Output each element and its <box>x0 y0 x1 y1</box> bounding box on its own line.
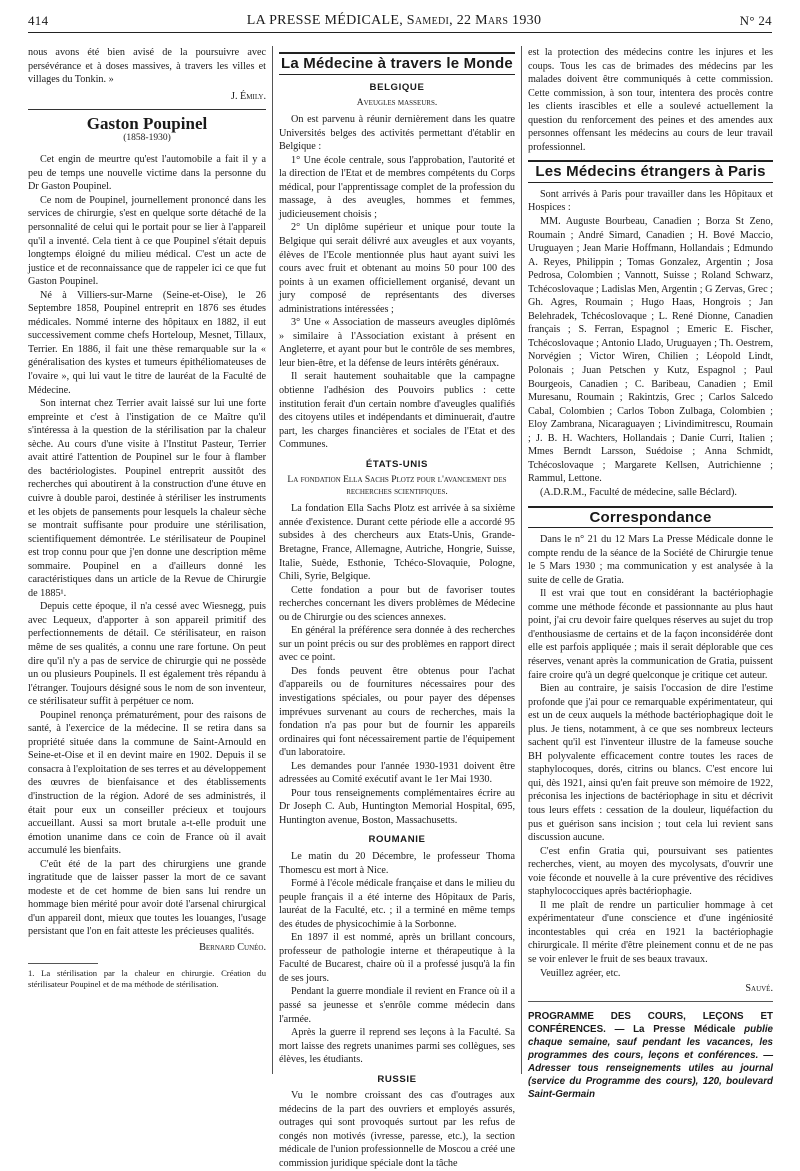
paragraph: Cet engin de meurtre qu'est l'automobile a fait il y a peu de temps une nouvelle victime dans la personne du Dr Gaston Poupinel. <box>28 154 266 193</box>
article-dates: (1858-1930) <box>123 132 171 143</box>
paragraph: 2° Un diplôme supérieur et unique pour toute la Belgique qui serait délivré aux aveugles et aux voyants, élèves de l'Ecole mentionnée plus haut ayant suivi les cours avec fruit et obtenant au moins 50 pour 100 des points à un examen officiellement organisé, devant un jury composé de représentants des diverses administrations intéressées ; <box>279 222 515 315</box>
programme-body: publie chaque semaine, sauf pendant les vacances, les programmes des cours, leçons et conférences. — Adresser tous renseignements utiles au journal (service du Programme des cours), 120, boulevard Saint-Germain <box>528 1023 774 1100</box>
divider <box>528 1001 773 1002</box>
subheading: La fondation Ella Sachs Plotz pour l'avancement des recherches scientifiques. <box>287 475 507 498</box>
divider <box>28 109 266 110</box>
section-title: Correspondance <box>528 506 773 529</box>
article-signature: Bernard Cunéo. <box>199 942 266 953</box>
section-title: La Médecine à travers le Monde <box>279 52 515 75</box>
issue-number: N° 24 <box>739 13 772 28</box>
programme-publication: — La Presse Médicale <box>614 1023 736 1035</box>
paragraph: Bien au contraire, je saisis l'occasion de dire l'estime profonde que j'ai pour ce remarquable expérimentateur, qui est un de ceux auquels la méthode bactériophagique doit le plus. Je tiens, notamment, à ce que ses nombreux lecteurs sachent qu'il est l'inventeur illustre de la fameuse souche BH polyvalente efficacement contre toutes les races de staphylocoques, dorés, citrins ou blancs. C'est encore lui qui, dès 1921, ainsi qu'en fait preuve son mémoire de 1922, préconisa les injections de bactériophage in situ et décrivit tous leurs effets : cessation de la douleur, liquéfaction du pus et guérison sans incision ; tout cela lui revient sans discussion aucune. <box>528 683 773 844</box>
footnote: 1. La stérilisation par la chaleur en chirurgie. Création du stérilisateur Poupinel et de ma méthode de stérilisation. <box>28 967 266 989</box>
paragraph: Ce nom de Poupinel, journellement prononcé dans les services de chirurgie, s'est en quelque sorte détaché de la personnalité de celui qui le portait pour se lier à l'appareil qu'il a inventé. Cela tient à ce que Poupinel s'était depuis longtemps éloigné du milieu médical. C'est un acte de justice et de reconnaissance que de rappeler ici ce que fut Gaston Poupinel. <box>28 194 266 288</box>
country-heading: ÉTATS-UNIS <box>365 458 429 470</box>
paragraph: Son internat chez Terrier avait laissé sur lui une forte empreinte et c'est à l'instigation de ce Maître qu'il s'intéressa à la question de la stérilisation par la chaleur sèche. Au cours d'une visite à l'Institut Pasteur, Terrier avait attiré l'attention de Poupinel sur le four à flamber des bactériologistes. Poupinel entreprit aussitôt des recherches qui aboutirent à la construction d'une étuve en cuivre à double paroi, destinée à stériliser les instruments et les objets de pansements pour lesquels la chaleur sèche se montrait suffisante pour produire une stérilisation, scientifiquement démontrée. Le stérilisateur de Poupinel est trop connu pour que j'en donne une description même sommaire. Poupinel en a d'ailleurs donné les caractéristiques dans un article de la Revue de Chirurgie de 1885¹. <box>28 398 266 599</box>
continued-text: est la protection des médecins contre les injures et les coups. Tous les cas de brimades des médecins par les malades doivent être communiqués à cette commission. Cette commission, à son tour, intentera des procès contre les clients irascibles et elle a soulevé actuellement la question du renforcement des peines et des amendes aux personnes offensant les médecins au cours de leur travail professionnel. <box>528 47 773 153</box>
column-left <box>28 46 266 1076</box>
source-note: (A.D.R.M., Faculté de médecine, salle Béclard). <box>540 486 737 498</box>
paragraph: Depuis cette époque, il n'a cessé avec Wiesnegg, puis avec Lequeux, d'apporter à son appareil primitif des perfectionnements de détail. Ce stérilisateur, en raison même de ses qualités, a connu une rare fortune. On peut dire qu'il n'y a pas de service de chirurgie qui ne possède un ou plusieurs Poupinels. Il est également très répandu à l'étranger. Toujours désigné sous le nom de son inventeur, ce stérilisateur suffit à perpétuer ce nom. <box>28 601 266 708</box>
paragraph: Le matin du 20 Décembre, le professeur Thoma Thomescu est mort à Nice. <box>279 850 515 876</box>
intro-signature: J. Émily. <box>230 90 266 102</box>
paragraph: 1° Une école centrale, sous l'approbation, l'autorité et la direction de l'Etat et de membres compétents du Corps médical, pour l'apprentissage complet de la profession du massage, à des aveugles, hommes et femmes, judicieusement choisis ; <box>279 154 515 220</box>
paragraph: Veuillez agréer, etc. <box>540 967 621 979</box>
country-heading: ROUMANIE <box>368 834 426 846</box>
paragraph: Sont arrivés à Paris pour travailler dans les Hôpitaux et Hospices : <box>528 188 773 214</box>
subheading: Aveugles masseurs. <box>356 98 438 109</box>
paragraph: Il est vrai que tout en considérant la bactériophagie comme une méthode féconde et passionnante au plus haut point, j'ai cru devoir faire quelques réserves au sujet du trop d'enthousiasme de certains et de la façon inconsidérée dont elle est parfois appliquée ; mais il serait déplorable que ces réserves, venant après la communication de Gratia, puissent faire croire qu'à un degré quelconque je critique cet auteur. <box>528 588 773 681</box>
paragraph: Il me plaît de rendre un particulier hommage à cet expérimentateur d'une conscience et d'une ingéniosité incontestables qui créa en 1921 la bactériophagie chirurgicale. Il mérite d'être pleinement connu et de ne pas se voir enlever le fruit de ses beaux travaux. <box>528 899 773 965</box>
section-title: Les Médecins étrangers à Paris <box>528 160 773 183</box>
name-list: MM. Auguste Bourbeau, Canadien ; Borza St Zeno, Roumain ; André Simard, Canadien ; H. Bové Maccio, Uruguayen ; Jean Marie Hoffmann, Hollandais ; Edmundo A. Reyes, Philippin ; Tomas Gonzalez, Argentin ; Josa Pedrosa, Colombien ; Vannott, Suisse ; Roland Schwarz, Tchécoslovaque ; Ladislas Men, Argentin ; G Zervas, Grec ; Gh. Agres, Roumain ; Hugo Haas, Hongrois ; Jan Belehradek, Tchécoslovaque ; L. René Dionne, Canadien français ; S. Ferran, Espagnol ; Emeric E. Fischer, Tchécoslovaque ; Antonio Llado, Uruguayen ; Th. Oestrem, Norvégien ; Victor Wiren, Chilien ; Léopold Lindt, Polonais ; Juan Petschen y Kutz, Espagnol ; Paul Bourgeois, Canadien ; C. Baribeau, Canadien ; Emil Muresanu, Roumain ; Rakintzis, Grec ; Carlos Salcedo Cabal, Colombien ; Carlos Tobon Zulbaga, Colombien ; Eloy Zambrana, Nicaraguayen ; Livindimitrescu, Roumain ; J. B. H. Wachters, Hollandais ; Danie Curri, Italien ; Mmes Berndt Larsson, Suédoise ; Anna Schmidt, Tchécoslovaque ; Margarete Kellsen, Autrichienne ; Rammul, Lettone. <box>528 216 773 485</box>
paragraph: On est parvenu à réunir dernièrement dans les quatre Universités belges des activités permettant d'établir en Belgique : <box>279 114 515 153</box>
paragraph: En général la préférence sera donnée à des recherches sur un point précis ou sur des problèmes en rapport direct avec ce point. <box>279 625 515 664</box>
paragraph: C'est enfin Gratia qui, poursuivant ses patientes recherches, vient, au moyen des mycolysats, d'ouvrir une voie féconde et nouvelle à la cure préventive des récidives staphylococciques après bactériophagie. <box>528 845 773 898</box>
column-rule <box>272 46 273 1074</box>
country-heading: BELGIQUE <box>369 81 425 93</box>
journal-title: LA PRESSE MÉDICALE, Samedi, 22 Mars 1930 <box>246 13 542 28</box>
column-rule <box>521 46 522 1074</box>
paragraph: 3° Une « Association de masseurs aveugles diplômés » similaire à l'Association existant à présent en Angleterre, et ayant pour but le contrôle de ses membres, leur bien-être, et la défense de leurs intérêts généraux. <box>279 317 515 369</box>
paragraph: Formé à l'école médicale française et dans le milieu du peuple français il a été interne des Hôpitaux de Paris, lauréat de la Faculté, etc. ; il a terminé en même temps des études de physicochimie à la Sorbonne. <box>279 878 515 930</box>
country-heading: RUSSIE <box>377 1073 417 1085</box>
column-middle <box>279 46 515 1170</box>
paragraph: Dans le n° 21 du 12 Mars La Presse Médicale donne le compte rendu de la séance de la Société de Chirurgie tenue le 5 Mars 1930 ; ma communication y est analysée à la suite de celle de Gratia. <box>528 534 773 586</box>
paragraph: C'eût été de la part des chirurgiens une grande ingratitude que de laisser passer la mort de ce savant modeste et de cet homme de bien sans lui rendre un hommage bien mérité pour avoir doté l'arsenal chirurgical d'un appareil dont, mieux que toutes les louanges, l'usage persistant que l'on en fait atteste les précieuses qualités. <box>28 858 266 938</box>
column-right <box>528 46 774 1100</box>
paragraph: Pendant la guerre mondiale il revient en France où il a passé sa jeunesse et s'enrôle comme médecin dans l'armée. <box>279 986 515 1025</box>
programme-lead: PROGRAMME DES COURS, LEÇONS ET CONFÉRENCES. <box>528 1010 773 1035</box>
paragraph: Des fonds peuvent être obtenus pour l'achat d'appareils ou de fournitures nécessaires pour des investigations spéciales, ou pour payer des dépenses imprévues survenant au cours de recherches, mais la fondation n'a pas pour but de fournir les appareils ordinaires qui font nécessairement partie de l'équipement d'un laboratoire. <box>279 665 515 759</box>
paragraph: Poupinel renonça prématurément, pour des raisons de santé, à l'exercice de la médecine. Il se retira dans sa propriété située dans la commune de Saint-Arnould en Seine-et-Oise et il en devint maire en 1902. Depuis il se consacra à l'exploitation de ses terres et au développement des œuvres de bienfaisance et des établissements d'instruction de la région. Adoré de ses administrés, il était pour eux un conseiller précieux et toujours accueillant. Aussi sa mort brutale a-t-elle produit une émotion unanime dans ce coin de France où il avait accumulé les bienfaits. <box>28 709 266 857</box>
intro-text: nous avons été bien avisé de la poursuivre avec persévérance et à doses massives, à travers les villes et villages du Tonkin. » <box>28 47 266 86</box>
programme-notice <box>528 1010 773 1101</box>
paragraph: Né à Villiers-sur-Marne (Seine-et-Oise), le 26 Septembre 1858, Poupinel entreprit en 1876 ses études médicales. Nommé interne des hôpitaux en 1882, il eut successivement comme chefs Horteloup, Mesnet, Tillaux, Terrier. En 1886, il fait une thèse remarquable sur la « généralisation des kystes et tumeurs épithéliomateuses de l'ovaire », qui lui vaut le titre de lauréat de la Faculté de Médecine. <box>28 289 266 396</box>
article-title: Gaston Poupinel <box>86 114 208 134</box>
paragraph: En 1897 il est nommé, après un brillant concours, professeur de pathologie interne et thérapeutique à la Faculté de Bucarest, chaire où il a professé jusqu'à la fin de ses jours. <box>279 932 515 984</box>
paragraph: Il serait hautement souhaitable que la campagne obtienne l'adhésion des Pouvoirs publics : cette institution ferait d'un certain nombre d'aveugles qualifiés des citoyens utiles et indépendants et diminuerait, d'autre part, les charges financières et sociales de l'Etat et des Communes. <box>279 371 515 451</box>
footnote-rule <box>28 963 98 964</box>
paragraph: Après la guerre il reprend ses leçons à la Faculté. Sa mort laisse des regrets unanimes parmi ses collègues, ses élèves, les étudiants. <box>279 1027 515 1066</box>
page-header <box>28 10 772 33</box>
paragraph: Pour tous renseignements complémentaires écrire au Dr Joseph C. Aub, Huntington Memorial Hospital, 695, Huntington avenue, Boston, Massachusetts. <box>279 787 515 826</box>
paragraph: La fondation Ella Sachs Plotz est arrivée à sa sixième année d'existence. Durant cette période elle a accordé 95 subsides à des chercheurs aux Etats-Unis, Grande-Bretagne, France, Allemagne, Autriche, Hongrie, Suisse, Italie, Suède, Esthonie, Tchéco-Slovaquie, Pologne, Chili, Syrie, Belgique. <box>279 503 515 583</box>
paragraph: Cette fondation a pour but de favoriser toutes recherches concernant les divers problèmes de Médecine ou de Chirurgie ou des sciences annexes. <box>279 584 515 623</box>
paragraph: Vu le nombre croissant des cas d'outrages aux médecins de la part des ouvriers et employés assurés, outrages qui sont provoqués surtout par les refus de congés non motivés (ivresse, paresse, etc.), la section médicale de l'union professionnelle de Moscou a créé une commission juridique spéciale dont la tâche <box>279 1090 515 1170</box>
paragraph: Les demandes pour l'année 1930-1931 doivent être adressées au Comité exécutif avant le 1er Mai 1930. <box>279 760 515 786</box>
letter-signature: Sauvé. <box>745 983 773 995</box>
page-number: 414 <box>28 13 49 28</box>
